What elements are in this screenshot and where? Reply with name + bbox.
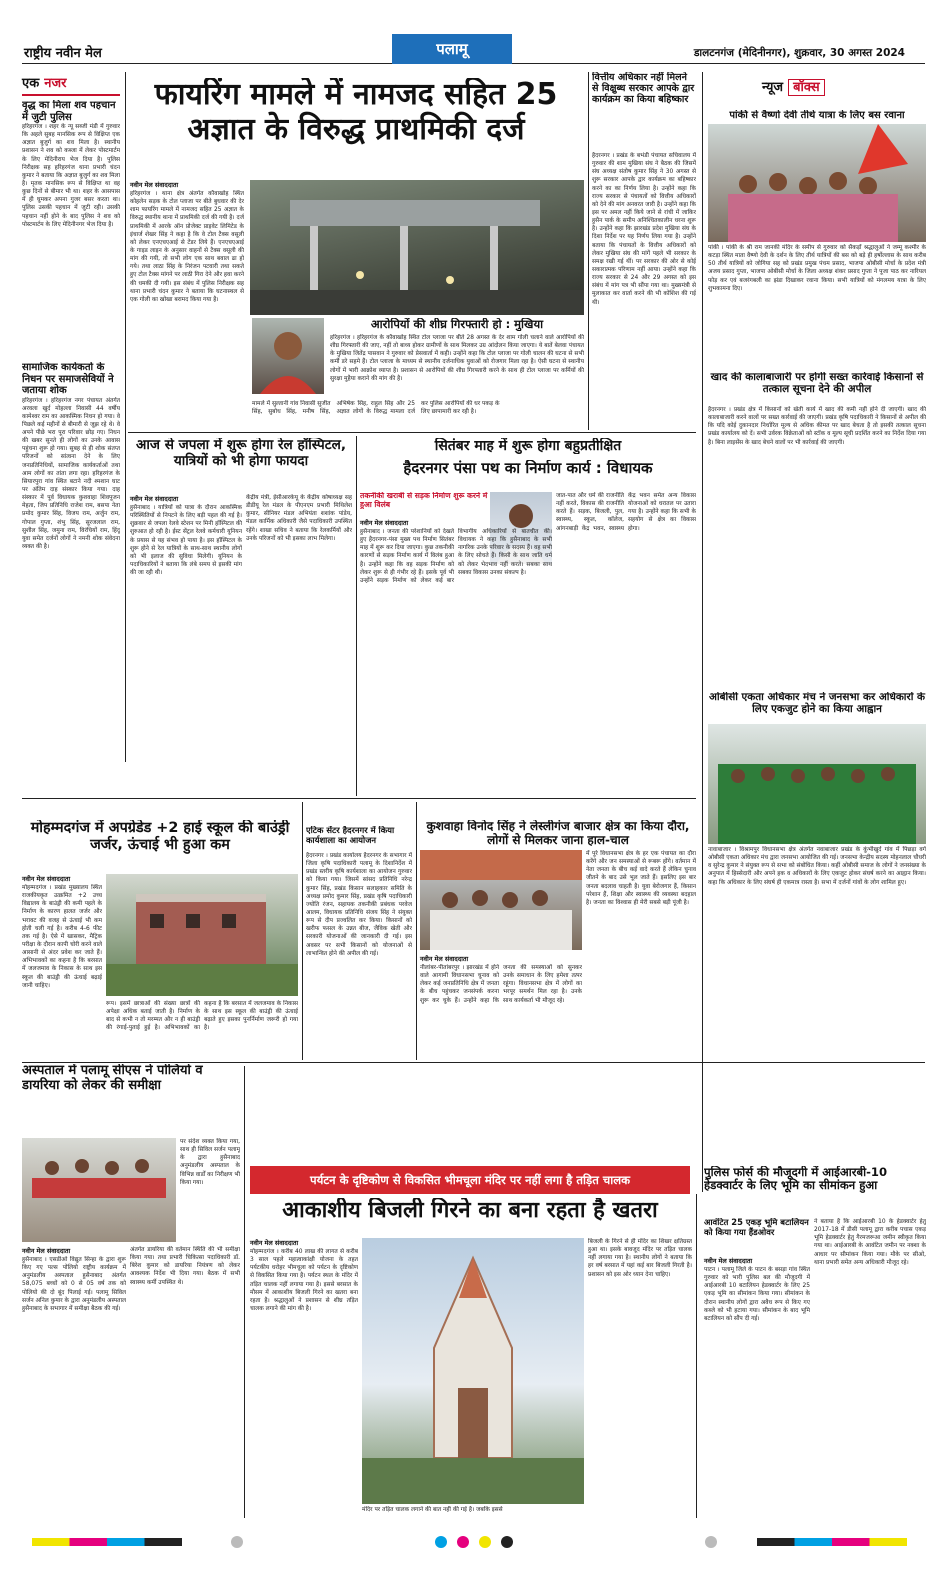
lead-sub-body: हरिहरगंज । हरिहरगंज के कौवाखोह स्थित टोल प्लाजा पर बीते 28 अगस्त के देर शाम गोली चलाने वाले आरोपियों की शीघ्र गिरफ्तारी की जाए, नहीं तो बाध्य होकर ग्रामीणों के साथ मिलकर उग्र आंदोलन किया जाएगा। ये बातें बेलवा पंचायत के मुखिया जितेंद्र पासवान ने गुरुवार को प्रेसवार्ता में कही। उन्होंने कहा कि टोल प्लाजा पर गोली चालन की घटना से सभी कर्मी डरे सहमे हैं। टोल प्लाजा के माध्यम से स्थानीय दर्जनाधिक युवाओं को रोजगार मिला रहा है। ऐसी घटना से स्थानीय लोगों में भारी आक्रोश व्याप्त है। प्रशासन से आरोपियों की शीघ्र गिरफ्तारी करने के साथ ही टोल प्लाजा पर कर्मियों की सुरक्षा मुहैया कराने की मांग की है। <box>330 335 584 382</box>
police-kicker: आवंटित 25 एकड़ भूमि बटालियन को किया गया हैंडओवर <box>704 1218 809 1237</box>
bhimchula-headline: आकाशीय बिजली गिरने का बना रहता है खतरा <box>282 1198 658 1223</box>
obc-headline: ओबीसी एकता अधिकार मंच ने जनसभा कर अधिकारों के लिए एकजुट होने का किया आह्वान <box>708 692 926 715</box>
lead-cont: मामले में सुल्तानी गांव निवासी सुजीत सिंह, सुबोध सिंह, मनीष सिंह, अभिषेक सिंह, राहुल सिंह और 25 अज्ञात लोगों के विरुद्ध मामला दर्ज कर पुलिस आरोपियों की धर पकड़ के लिए छापामारी कर रही है। <box>252 401 500 416</box>
kushwaha-headline: कुशवाहा विनोद सिंह ने लेस्लीगंज बाजार क्षेत्र का किया दौरा, लोगों से मिलकर जाना हाल-चाल <box>426 820 690 847</box>
ek-nazar-column <box>22 72 120 762</box>
pankee-body: पांकी । पांकी के श्री राम जानकी मंदिर के समीप से गुरुवार को सैकड़ों श्रद्धालुओं ने जम्मू कश्मीर के कटड़ा स्थित माता वैष्णो देवी के दर्शन के लिए तीर्थ यात्रियों की बस को बड़े ही हर्षोल्लास के साथ करीब 50 तीर्थ यात्रियों को जोगिया सह को प्रखंड प्रमुख पंचम प्रसाद, भाजपा ओबीसी मोर्चा के प्रदेश मंत्री अजय प्रसाद गुप्ता, भाजपा ओबीसी मोर्चा के जिला अध्यक्ष शंकर प्रसाद गुप्ता ने पूजा पाठ कर नारियल फोड़ कर एवं बजरंगबली का झंडा दिखाकर रवाना किया। सभी यात्रियों को मंगलमय यात्रा के लिए शुभकामना दिए। <box>708 245 926 292</box>
hospital-body: हुसैनाबाद । यात्रियों को यात्रा के दौरान आकस्मिक परिस्थितियों से निपटने के लिए बड़ी पहल की गई है। शुक्रवार से जपला रेलवे स्टेशन पर मिनी हॉस्पिटल की शुरुआत हो रही है। ईस्ट सेंट्रल रेलवे कर्मचारी यूनियन के प्रयास से यह संभव हो पाया है। इस हॉस्पिटल के शुरू होने से रेल यात्रियों के साथ-साथ स्थानीय लोगों को भी इलाज की सुविधा मिलेगी। यूनियन के पदाधिकारियों ने बताया कि लंबे समय से इसकी मांग की जा रही थी। <box>130 505 242 577</box>
temple-caption: मंदिर पर तड़ित चालक लगाने की बात नहीं की गई है। जबकि इससे <box>362 1507 503 1513</box>
kushwaha-byline: नवीन मेल संवाददाता <box>420 955 469 963</box>
ek-nazar-item-1-body: हरिहरगंज । शहर के न्यू सब्जी मंडी में गुरुवार कि अहले सुबह मानसिक रूप से विक्षिप्त एक अज्ञात बुजुर्ग का शव मिला है। स्थानीय प्रशासन ने शव को कब्जा में लेकर पोस्टमार्टम के लिए मेदिनीराय भेज दिया है। पुलिस निरीक्षक सह हरिहरगंज थाना प्रभारी चंदन कुमार ने बताया कि अज्ञात बुजुर्ग का शव मिला है। मृतक मानसिक रूप से विक्षिप्त था वह कुछ दिनों से बीमार भी था। शहर के आसपास में ही घुमकर अपना गुजर बसर करता था। पुलिस उसकी पहचान में जुटी रही। उसकी पहचान नहीं होने के बाद पुलिस ने शव को पोस्टमार्टम के लिए मेदिनीनगर भेज दिया है। <box>22 124 120 228</box>
obc-photo <box>708 724 926 844</box>
lead-sub-headline: आरोपियों की शीघ्र गिरफ्तारी हो : मुखिया <box>370 318 544 331</box>
hospital-col2: केंद्रीय मंत्री, ईसीआरकेयू के केंद्रीय कोषाध्यक्ष सह डीडीयू रेल मंडल के पीएनएम प्रभारी मिथिलेश कुमार, सीनियर मंडल अभियंता शशांक पांडेय, मंडल कार्मिक अधिकारी जैसे पदाधिकारी उपस्थित रहेंगे। शाखा सचिव ने बताया कि रेलकर्मियों और उनके परिजनों को भी इसका लाभ मिलेगा। <box>246 495 352 542</box>
police-byline: नवीन मेल संवाददाता <box>704 1257 753 1265</box>
section-tab: पलामू <box>392 34 512 64</box>
sitambar-headline: हैदरनगर पंसा पथ का निर्माण कार्य : विधायक <box>403 460 653 477</box>
ek-nazar-item-2-body: हरिहरगंज । हरिहरगंज नगर पंचायत अंतर्गत अरवला खुर्द मोहल्ला निवासी 44 वर्षीय कामेश्वर राम का आकस्मिक निधन हो गया। वे पिछले कई महीनों से बीमारी से जूझ रहे थे। वे अपने पीछे भरा पूरा परिवार छोड़ गए। निधन की खबर सुनते ही लोगों का उनके आवास पहुंचना शुरू हो गया। सुबह से ही शोक संतप्त परिजनों को सांत्वना देने के लिए जनप्रतिनिधियों, सामाजिक कार्यकर्ताओं तथा आम लोगों का तांता लगा रहा। हरिहरगंज के सियारपुरा गांव स्थित बटाने नदी श्मशान घाट पर अंतिम दाह संस्कार किया गया। दाह संस्कार में पूर्व विधायक कुशवाहा शिवपूजन मेहता, जिप प्रतिनिधि राजेश राम, बसपा नेता प्रमोद कुमार सिंह, विजय राम, अर्जुन राम, गोपाल गुप्ता, शंभु सिंह, सूरजलाल राम, सुशील सिंह, जमुना राम, विरंचियों राम, हिंदू युवा समेत दर्जनों लोगों ने नमनी शोक संवेदना व्यक्त की है। <box>22 397 120 551</box>
bhimchula-body: मोहम्मदगंज । करीब 40 लाख की लागत से करीब 3 साल पहले महात्वाकांक्षी योजना के तहत पर्यटकीय धरोहर भीमचूला को पर्यटन के दृष्टिकोण से विकसित किया गया है। पर्यटन स्थल के मंदिर में तड़ित चालक नहीं लगाया गया है। इससे बरसात के मौसम में आकाशीय बिजली गिरने का खतरा बना रहता है। श्रद्धालुओं ने प्रशासन से शीघ्र तड़ित चालक लगाने की मांग की है। <box>250 1249 358 1312</box>
news-label: न्यूज <box>762 80 784 95</box>
ek-nazar-item-1-head: वृद्ध का मिला शव पहचान में जुटी पुलिस <box>22 100 116 123</box>
khad-headline: खाद की कालाबाजारी पर होगी सख्त कार्रवाई किसानों से तत्काल सूचना देने की अपील <box>710 372 924 395</box>
lead-byline: नवीन मेल संवाददाता <box>130 181 179 189</box>
bhimchula-kicker: पर्यटन के दृष्टिकोण से विकसित भीमचूला मंदिर पर नहीं लगा है तड़ित चालक <box>250 1166 690 1194</box>
police-body: पाटन । पलामू जिले के पाटन के बसड़ा गांव स्थित गुरुवार को भारी पुलिस बल की मौजूदगी में आईआरबी 10 बटालियन हेडक्वार्टर के लिए 25 एकड़ भूमि का सीमांकन किया गया। सीमांकन के दौरान स्थानीय लोगों द्वारा अवैध रूप से किए गए कब्जे को भी हटाया गया। सीमांकन के बाद भूमि बटालियन को सौंप दी गई। <box>704 1267 810 1322</box>
pankee-headline: पांकी से वैष्णो देवी तीर्थ यात्रा के लिए बस रवाना <box>729 110 905 121</box>
etic-headline: एटिक सेंटर हैदरनगर में किया कार्यशाला का आयोजन <box>306 826 395 845</box>
school-headline: मोहम्मदगंज में अपग्रेडेड +2 हाई स्कूल की बाउंड्री जर्जर, ऊंचाई भी हुआ कम <box>30 820 290 853</box>
kushwaha-col2: में पूरे विधानसभा क्षेत्र के हर एक पंचायत का दौरा करेंगे और जन समस्याओं से रूबरू होंगे। वर्तमान में नेता जनता के बीच कई वादे करते हैं लेकिन चुनाव जीतने के बाद उसे भूल जाते हैं। इसलिए इस बार जनता बदलाव चाहती है। युवा बेरोजगार हैं, किसान परेशान हैं, शिक्षा और स्वास्थ्य की व्यवस्था बदहाल है। जनता का विश्वास ही मेरी सबसे बड़ी पूंजी है। <box>586 851 696 906</box>
dateline: डालटनगंज (मेदिनीनगर), शुक्रवार, 30 अगस्त 2024 <box>693 47 905 59</box>
nazar-label: नजर <box>44 76 67 91</box>
masthead <box>22 34 925 64</box>
polio-col3: पर संदेश व्यक्त किया गया, साथ ही सिविल सर्जन पलामू के द्वारा हुसैनाबाद अनुमंडलीय अस्पताल के विभिन्न वार्डों का निरीक्षण भी किया गया। <box>180 1139 240 1186</box>
mukhiya-photo <box>252 318 324 394</box>
polio-headline: अस्पताल में पलामू सीएस ने पोलियो व डायरिया को लेकर की समीक्षा <box>22 1064 203 1093</box>
vittiya-headline: वित्तीय अधिकार नहीं मिलने से विक्षुब्ध सरकार आपके द्वार कार्यक्रम का किया बहिष्कार <box>592 72 695 106</box>
bhimchula-col2: बिजली के गिरने से ही मंदिर का शिखर क्षतिग्रस्त हुआ था। इसके बावजूद मंदिर पर तड़ित चालक नहीं लगाया गया है। स्थानीय लोगों ने बताया कि हर वर्ष बरसात में यहां कई बार बिजली गिरती है। प्रशासन को इस ओर ध्यान देना चाहिए। <box>588 1239 692 1278</box>
ek-label: एक <box>22 76 40 91</box>
sitambar-col3: जात-पात और धर्म की राजनीति नहीं करते, विकास की राजनीति करते हैं। सड़क, बिजली, पुल, स्वास्थ्य, स्कूल, कॉलेज, आंगनबाड़ी केंद्र भवन, स्वास्थ्य केंद्र भवन समेत अन्य विकास योजनाओं को धरातल पर उतारा गया है। उन्होंने कहा कि सभी के सहयोग से क्षेत्र का विकास होगा। <box>556 493 696 532</box>
khad-body: हैदरनगर । प्रखंड क्षेत्र में किसानों को खेती कार्य में खाद की कमी नहीं होने दी जाएगी। खाद की कालाबाजारी करने वालों पर सख्त कार्रवाई की जाएगी। प्रखंड कृषि पदाधिकारी ने किसानों से अपील की कि यदि कोई दुकानदार निर्धारित मूल्य से अधिक कीमत पर खाद बेचता है तो इसकी तत्काल सूचना प्रखंड कार्यालय को दें। सभी उर्वरक विक्रेताओं को स्टॉक व मूल्य सूची प्रदर्शित करने का निर्देश दिया गया है। बिना लाइसेंस के खाद बेचने वालों पर भी कार्रवाई की जाएगी। <box>708 407 926 446</box>
sitambar-byline: नवीन मेल संवाददाता <box>360 519 409 527</box>
hospital-headline: आज से जपला में शुरू होगा रेल हॉस्पिटल, यात्रियों को भी होगा फायदा <box>136 438 346 469</box>
news-box-label <box>762 76 825 96</box>
school-body: मोहम्मदगंज । प्रखंड मुख्यालय स्थित राजकीयकृत उत्क्रमित +2 उच्च विद्यालय के बाउंड्री की कमी पहले के निर्माण के कारण हालत जर्जर और भरावट की वजह से ऊंचाई भी कम होती चली गई है। करीब 4-6 फीट तक गई है। ऐसे में खासकर, मैट्रिक परीक्षा के दौरान कापी चोरी करने वाले आसानी से अंदर प्रवेश कर जाते हैं। अभिभावकों का कहना है कि बरसात में जलजमाव के निकास के साथ इस स्कूल की बाउंड्री की ऊंचाई बढ़ाई जानी चाहिए। <box>22 885 102 989</box>
polio-byline: नवीन मेल संवाददाता <box>22 1247 71 1255</box>
lead-headline: फायरिंग मामले में नामजद सहित 25 अज्ञात के विरुद्ध प्राथमिकी दर्ज <box>154 78 558 147</box>
kushwaha-photo <box>420 850 582 950</box>
registration-bar <box>22 1530 925 1554</box>
sitambar-sidebar: तकनीकी खराबी से सड़क निर्माण शुरू करने में हुआ विलंब <box>360 492 488 509</box>
polio-col2: अंतर्गत डायरिया की वर्तमान स्थिति की भी समीक्षा किया गया। तथा प्रभारी चिकित्सा पदाधिकारी डॉ. बिरेश कुमार को डायरिया नियंत्रण को लेकर आवश्यक निर्देश भी दिया गया। बैठक में सभी स्वास्थ्य कर्मी उपस्थित थे। <box>130 1247 240 1286</box>
box-label: बॉक्स <box>788 79 825 96</box>
ek-nazar-item-2-head: सामाजिक कार्यकर्ता के निधन पर समाजसेवियों ने जताया शोक <box>22 362 114 396</box>
police-col2: ने बताया है कि आईआरबी 10 के हेडक्वार्टर हेतु 2017-18 में डीसी पलामू द्वारा करीब पचास एकड़ भूमि हेडक्वार्टर हेतु गैरमजरूआ जमीन स्वीकृत किया गया था। आईआरबी के आवंटित जमीन पर नक्शा के आधार पर सीमांकन किया गया। मौके पर सीओ, थाना प्रभारी समेत अन्य अधिकारी मौजूद रहे। <box>814 1219 926 1266</box>
temple-photo <box>362 1238 584 1504</box>
school-col2: रूप। इसमें छात्राओं की संख्या छात्रों की अपेक्षा अधिक बताई जाती है। निर्माण के बाद से कभी न तो मरम्मत और न ही बाउंड्री की रंगाई-पुताई हुई है। अभिभावकों का कहना है कि बरसात में जलजमाव के निकास के साथ इस स्कूल की बाउंड्री की ऊंचाई बढ़ाते हुए इसका पुनर्निर्माण जरूरी हो गया है। <box>106 1001 298 1032</box>
police-headline: पुलिस फोर्स की मौजूदगी में आईआरबी-10 हेडक्वार्टर के लिए भूमि का सीमांकन हुआ <box>704 1166 888 1193</box>
ek-nazar-label <box>22 72 120 96</box>
kushwaha-body: नीलांबर-पीतांबरपुर । झारखंड में होने वाले आगामी विधानसभा चुनाव को लेकर कई जनप्रतिनिधि क्षेत्र में जनता के बीच पहुंचकर जनसंपर्क करना शुरू कर चुके हैं। उन्होंने कहा कि जनता की समस्याओं को सुनकर उनके समाधान के लिए हमेशा तत्पर रहूंगा। विधानसभा क्षेत्र में लोगों का भरपूर समर्थन मिल रहा है। उनके साथ कार्यकर्ता भी मौजूद रहे। <box>420 965 582 1004</box>
lead-body: हरिहरगंज । थाना क्षेत्र अंतर्गत कौवाखोह स्थित कोहलेन सड़क के टोल प्लाजा पर बीते बुधवार की देर शाम फायरिंग मामले में नामजद सहित 25 अज्ञात के विरुद्ध स्थानीय थाना में प्राथमिकी दर्ज की गयी है। दर्ज प्राथमिकी में आरके ऑन प्रोजेक्ट प्राइवेट लिमिटेड के इंचार्ज शेखर सिंह ने कहा है कि वे टोल टैक्स वसूली को लेकर एनएचएआई से टेंडर लिये हैं। एनएचएआई के गाइड लाइन के अनुसार वाहनों से टैक्स वसूली की मांग की गयी, तो सभी लोग एक साथ बवाल ढा हो गये। तथा लाठा सिंह के निरंजन पटवारी तथा सकते हुए टोल टैक्स मांगने पर लाठी गिरा देने और हवा करने की धमकी दी गयी। इस संबंध में पुलिस निरीक्षक सह थाना प्रभारी चंदन कुमार ने बताया कि घटनास्थल से एक गोली का खोखा बरामद किया गया है। <box>130 191 244 303</box>
etic-body: हैदरनगर । प्रखंड कार्यालय हैदरनगर के सभागार में जिला कृषि पदाधिकारी पलामू के दिशानिर्देश में प्रखंड स्तरीय कृषि कार्यशाला का आयोजन गुरुवार को किया गया। जिसमें सांसद प्रतिनिधि नरेन्द्र कुमार सिंह, प्रखंड किसान सलाहकार समिति के अध्यक्ष प्रमोद कुमार सिंह, प्रखंड कृषि पदाधिकारी ज्योति रंजन, सहायक तकनीकी प्रबंधक परवेज आलम, विधायक प्रतिनिधि संजय सिंह ने संयुक्त रूप से दीप प्रज्वलित कर किया। किसानों को खरीफ फसल के उन्नत बीज, जैविक खेती और सरकारी योजनाओं की जानकारी दी गई। इस अवसर पर सभी किसानों को योजनाओं से लाभान्वित होने की अपील की गई। <box>306 853 412 957</box>
sitambar-body: हुसैनाबाद । जनता की परेशानियों को देखते हुए हैदरनगर-पंसा मुख्य पथ निर्माण सितंबर माह में शुरू कर दिया जाएगा। कुछ तकनीकी कारणों से सड़क निर्माण कार्य में विलंब हुआ है। उन्होंने कहा कि वह सड़क निर्माण को लेकर शुरू से ही गंभीर रहे हैं। इसके पूर्व भी उन्होंने सड़क निर्माण को लेकर कई बार विभागीय अधिकारियों से बातचीत की। विधायक ने कहा कि हुसैनाबाद के सभी नागरिक उनके परिवार के सदस्य हैं। वह सभी के लिए सोचते हैं। किसी के साथ जाति धर्म को लेकर भेदभाव नहीं करते। सबका साथ सबका विकास उनका संकल्प है। <box>360 529 552 584</box>
polio-photo <box>22 1138 176 1242</box>
hospital-byline: नवीन मेल संवाददाता <box>130 495 179 503</box>
sitambar-kicker: सितंबर माह में शुरू होगा बहुप्रतीक्षित <box>434 438 622 454</box>
bhimchula-byline: नवीन मेल संवाददाता <box>250 1239 299 1247</box>
polio-body: हुसैनाबाद । एसडीओ विद्युत सिन्हा के द्वारा शुरू किए गए पल्स पोलियो राष्ट्रीय कार्यक्रम में अनुमंडलीय अस्पताल हुसैनाबाद अंतर्गत 58,075 बच्चों को 0 से 05 वर्ष तक को पोलियो की दो बूंद पिलाई गई। पलामू सिविल सर्जन अनिल कुमार के द्वारा अनुमंडलीय अस्पताल हुसैनाबाद के सभागार में समीक्षा बैठक की गई। <box>22 1257 126 1312</box>
paper-name: राष्ट्रीय नवीन मेल <box>24 46 102 61</box>
school-photo <box>106 874 298 996</box>
vittiya-body: हैदरनगर । प्रखंड के बभंडी पंचायत सचिवालय में गुरुवार की शाम मुखिया संघ ने बैठक की जिसमें संघ अध्यक्ष संतोष कुमार सिंह ने 30 अगस्त से शुरू सरकार आपके द्वार कार्यक्रम का बहिष्कार करने का का निर्णय लिया है। उन्होंने कहा कि राज्य सरकार से पंचायतों को वित्तीय अधिकारों को देने की मांग अनवरत जारी है। उन्होंने कहा कि इस पर अमल नहीं किये जाने से रांची में जाकिर हुसैन पार्क के समीप अनिश्चितकालीन धरना शुरू है। उन्होंने कहा कि झारखंड प्रदेश मुखिया संघ के दिशा निर्देश पर यह निर्णय लिया गया है। उन्होंने बताया कि पंचायतों के वित्तीय अधिकारों को लेकर मुखिया संघ की मांगें पहले भी सरकार के समक्ष रखी गई थीं। पर सरकार की ओर से कोई सकारात्मक परिणाम नहीं आया। उन्होंने कहा कि राज्य सरकार से 24 और 29 अगस्त को इस संबंध में मांग पत्र भी सौंपा गया था। मुख्यमंत्री से मुलाकात कर वार्ता करने की भी कोशिश की गई थी। <box>592 153 696 306</box>
toll-plaza-photo <box>250 180 584 315</box>
school-byline: नवीन मेल संवाददाता <box>22 875 71 883</box>
obc-body: नावाबाजार । विश्रामपुर विधानसभा क्षेत्र अंतर्गत नवाबाजार प्रखंड के कुंभीखुर्द गांव में पिछड़ा वर्ग ओबीसी एकता अधिकार मंच द्वारा जनसभा आयोजित की गई। जनसभा केन्द्रीय सदस्य मोहनलाल चौधरी व सुरेन्द्र कुमार ने संयुक्त रूप से सभा को संबोधित किया। कहीं ओबीसी समाज के लोगों ने जनसंख्या के अनुपात में हिस्सेदारी और अपने हक व अधिकारों के लिए एकजुट होकर संघर्ष करने का आह्वान किया। कहा कि अधिकार के लिए संघर्ष ही एकमात्र रास्ता है। सभा में दर्जनों गांवों के लोग शामिल हुए। <box>708 847 926 886</box>
pankee-photo <box>708 124 926 242</box>
